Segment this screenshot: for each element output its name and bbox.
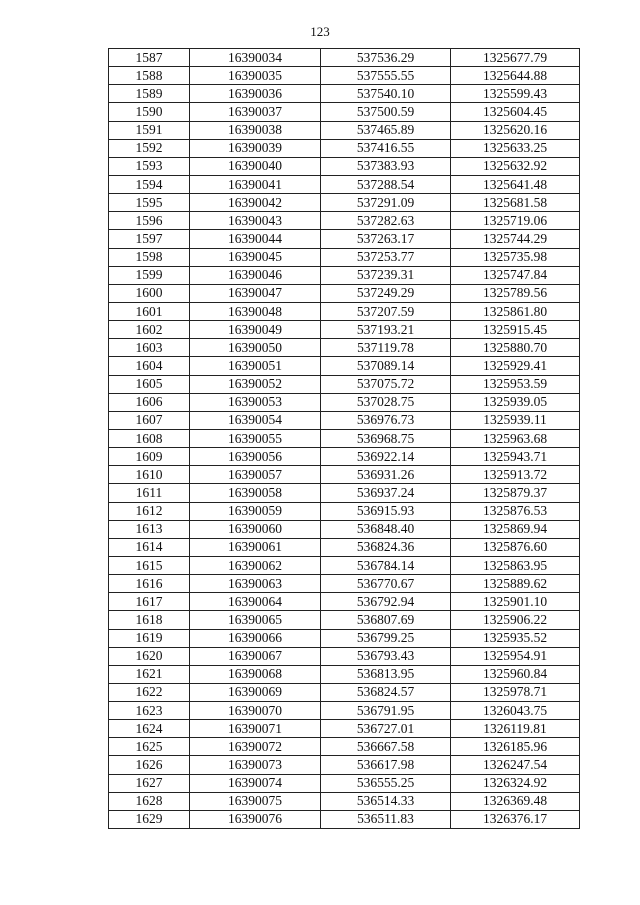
y-coordinate-cell: 1325641.48 xyxy=(451,175,580,193)
table-row xyxy=(109,266,580,284)
y-coordinate-cell: 1325735.98 xyxy=(451,248,580,266)
x-coordinate-cell: 536976.73 xyxy=(321,411,451,429)
y-coordinate-cell: 1325880.70 xyxy=(451,339,580,357)
table-row xyxy=(109,357,580,375)
point-id-cell: 16390036 xyxy=(190,85,321,103)
x-coordinate-cell: 537500.59 xyxy=(321,103,451,121)
x-coordinate-cell: 537249.29 xyxy=(321,284,451,302)
x-coordinate-cell: 536799.25 xyxy=(321,629,451,647)
point-id-cell: 16390049 xyxy=(190,321,321,339)
y-coordinate-cell: 1325876.53 xyxy=(451,502,580,520)
point-id-cell: 16390037 xyxy=(190,103,321,121)
point-id-cell: 16390071 xyxy=(190,720,321,738)
row-number-cell: 1623 xyxy=(109,702,190,720)
row-number-cell: 1609 xyxy=(109,448,190,466)
point-id-cell: 16390050 xyxy=(190,339,321,357)
x-coordinate-cell: 537207.59 xyxy=(321,302,451,320)
point-id-cell: 16390067 xyxy=(190,647,321,665)
table-row xyxy=(109,466,580,484)
table-row xyxy=(109,339,580,357)
y-coordinate-cell: 1325960.84 xyxy=(451,665,580,683)
x-coordinate-cell: 536937.24 xyxy=(321,484,451,502)
table-row xyxy=(109,375,580,393)
table-row xyxy=(109,230,580,248)
table-row xyxy=(109,121,580,139)
table-row xyxy=(109,774,580,792)
row-number-cell: 1611 xyxy=(109,484,190,502)
row-number-cell: 1612 xyxy=(109,502,190,520)
table-row xyxy=(109,393,580,411)
y-coordinate-cell: 1325935.52 xyxy=(451,629,580,647)
x-coordinate-cell: 537028.75 xyxy=(321,393,451,411)
y-coordinate-cell: 1326043.75 xyxy=(451,702,580,720)
table-row xyxy=(109,85,580,103)
row-number-cell: 1614 xyxy=(109,538,190,556)
y-coordinate-cell: 1326376.17 xyxy=(451,810,580,828)
y-coordinate-cell: 1326369.48 xyxy=(451,792,580,810)
y-coordinate-cell: 1325876.60 xyxy=(451,538,580,556)
table-row xyxy=(109,49,580,67)
row-number-cell: 1621 xyxy=(109,665,190,683)
row-number-cell: 1604 xyxy=(109,357,190,375)
table-row xyxy=(109,429,580,447)
point-id-cell: 16390054 xyxy=(190,411,321,429)
point-id-cell: 16390069 xyxy=(190,683,321,701)
point-id-cell: 16390035 xyxy=(190,67,321,85)
row-number-cell: 1595 xyxy=(109,194,190,212)
x-coordinate-cell: 536514.33 xyxy=(321,792,451,810)
x-coordinate-cell: 537089.14 xyxy=(321,357,451,375)
table-row xyxy=(109,484,580,502)
point-id-cell: 16390041 xyxy=(190,175,321,193)
x-coordinate-cell: 537465.89 xyxy=(321,121,451,139)
point-id-cell: 16390040 xyxy=(190,157,321,175)
table-row xyxy=(109,502,580,520)
x-coordinate-cell: 536824.36 xyxy=(321,538,451,556)
point-id-cell: 16390046 xyxy=(190,266,321,284)
point-id-cell: 16390047 xyxy=(190,284,321,302)
y-coordinate-cell: 1325954.91 xyxy=(451,647,580,665)
x-coordinate-cell: 536617.98 xyxy=(321,756,451,774)
table-row xyxy=(109,67,580,85)
y-coordinate-cell: 1325978.71 xyxy=(451,683,580,701)
row-number-cell: 1591 xyxy=(109,121,190,139)
y-coordinate-cell: 1326119.81 xyxy=(451,720,580,738)
table-row xyxy=(109,629,580,647)
point-id-cell: 16390048 xyxy=(190,302,321,320)
x-coordinate-cell: 536848.40 xyxy=(321,520,451,538)
y-coordinate-cell: 1325677.79 xyxy=(451,49,580,67)
table-row xyxy=(109,321,580,339)
y-coordinate-cell: 1325681.58 xyxy=(451,194,580,212)
x-coordinate-cell: 536792.94 xyxy=(321,593,451,611)
x-coordinate-cell: 537540.10 xyxy=(321,85,451,103)
x-coordinate-cell: 536824.57 xyxy=(321,683,451,701)
y-coordinate-cell: 1325869.94 xyxy=(451,520,580,538)
y-coordinate-cell: 1325939.05 xyxy=(451,393,580,411)
y-coordinate-cell: 1325744.29 xyxy=(451,230,580,248)
row-number-cell: 1599 xyxy=(109,266,190,284)
y-coordinate-cell: 1325599.43 xyxy=(451,85,580,103)
x-coordinate-cell: 537536.29 xyxy=(321,49,451,67)
table-row xyxy=(109,556,580,574)
table-row xyxy=(109,738,580,756)
table-row xyxy=(109,702,580,720)
row-number-cell: 1590 xyxy=(109,103,190,121)
y-coordinate-cell: 1325863.95 xyxy=(451,556,580,574)
point-id-cell: 16390057 xyxy=(190,466,321,484)
point-id-cell: 16390063 xyxy=(190,575,321,593)
table-body xyxy=(109,49,580,829)
y-coordinate-cell: 1325633.25 xyxy=(451,139,580,157)
row-number-cell: 1601 xyxy=(109,302,190,320)
point-id-cell: 16390068 xyxy=(190,665,321,683)
y-coordinate-cell: 1325906.22 xyxy=(451,611,580,629)
row-number-cell: 1626 xyxy=(109,756,190,774)
row-number-cell: 1597 xyxy=(109,230,190,248)
x-coordinate-cell: 537119.78 xyxy=(321,339,451,357)
x-coordinate-cell: 536793.43 xyxy=(321,647,451,665)
row-number-cell: 1592 xyxy=(109,139,190,157)
table-row xyxy=(109,683,580,701)
y-coordinate-cell: 1326185.96 xyxy=(451,738,580,756)
point-id-cell: 16390038 xyxy=(190,121,321,139)
coordinate-table xyxy=(108,48,580,829)
y-coordinate-cell: 1325644.88 xyxy=(451,67,580,85)
point-id-cell: 16390042 xyxy=(190,194,321,212)
point-id-cell: 16390039 xyxy=(190,139,321,157)
point-id-cell: 16390076 xyxy=(190,810,321,828)
row-number-cell: 1594 xyxy=(109,175,190,193)
table-row xyxy=(109,302,580,320)
table-row xyxy=(109,792,580,810)
x-coordinate-cell: 536931.26 xyxy=(321,466,451,484)
row-number-cell: 1607 xyxy=(109,411,190,429)
x-coordinate-cell: 537253.77 xyxy=(321,248,451,266)
page-number: 123 xyxy=(310,24,330,39)
x-coordinate-cell: 537239.31 xyxy=(321,266,451,284)
row-number-cell: 1587 xyxy=(109,49,190,67)
table-row xyxy=(109,611,580,629)
x-coordinate-cell: 537555.55 xyxy=(321,67,451,85)
row-number-cell: 1625 xyxy=(109,738,190,756)
table-row xyxy=(109,647,580,665)
y-coordinate-cell: 1325632.92 xyxy=(451,157,580,175)
x-coordinate-cell: 536727.01 xyxy=(321,720,451,738)
point-id-cell: 16390070 xyxy=(190,702,321,720)
row-number-cell: 1602 xyxy=(109,321,190,339)
y-coordinate-cell: 1325929.41 xyxy=(451,357,580,375)
table-row xyxy=(109,157,580,175)
point-id-cell: 16390034 xyxy=(190,49,321,67)
point-id-cell: 16390075 xyxy=(190,792,321,810)
y-coordinate-cell: 1325889.62 xyxy=(451,575,580,593)
row-number-cell: 1620 xyxy=(109,647,190,665)
x-coordinate-cell: 536807.69 xyxy=(321,611,451,629)
table-row xyxy=(109,720,580,738)
y-coordinate-cell: 1325953.59 xyxy=(451,375,580,393)
row-number-cell: 1608 xyxy=(109,429,190,447)
table-row xyxy=(109,575,580,593)
y-coordinate-cell: 1325943.71 xyxy=(451,448,580,466)
table-row xyxy=(109,520,580,538)
x-coordinate-cell: 536791.95 xyxy=(321,702,451,720)
row-number-cell: 1617 xyxy=(109,593,190,611)
row-number-cell: 1600 xyxy=(109,284,190,302)
row-number-cell: 1628 xyxy=(109,792,190,810)
row-number-cell: 1596 xyxy=(109,212,190,230)
point-id-cell: 16390074 xyxy=(190,774,321,792)
row-number-cell: 1629 xyxy=(109,810,190,828)
x-coordinate-cell: 536511.83 xyxy=(321,810,451,828)
table-row xyxy=(109,194,580,212)
x-coordinate-cell: 536555.25 xyxy=(321,774,451,792)
point-id-cell: 16390062 xyxy=(190,556,321,574)
row-number-cell: 1598 xyxy=(109,248,190,266)
y-coordinate-cell: 1325719.06 xyxy=(451,212,580,230)
x-coordinate-cell: 536922.14 xyxy=(321,448,451,466)
point-id-cell: 16390061 xyxy=(190,538,321,556)
x-coordinate-cell: 537291.09 xyxy=(321,194,451,212)
x-coordinate-cell: 536784.14 xyxy=(321,556,451,574)
table-row xyxy=(109,665,580,683)
row-number-cell: 1610 xyxy=(109,466,190,484)
row-number-cell: 1616 xyxy=(109,575,190,593)
x-coordinate-cell: 537282.63 xyxy=(321,212,451,230)
y-coordinate-cell: 1325861.80 xyxy=(451,302,580,320)
point-id-cell: 16390066 xyxy=(190,629,321,647)
row-number-cell: 1605 xyxy=(109,375,190,393)
point-id-cell: 16390060 xyxy=(190,520,321,538)
y-coordinate-cell: 1325915.45 xyxy=(451,321,580,339)
y-coordinate-cell: 1325913.72 xyxy=(451,466,580,484)
point-id-cell: 16390073 xyxy=(190,756,321,774)
table-row xyxy=(109,593,580,611)
x-coordinate-cell: 536770.67 xyxy=(321,575,451,593)
x-coordinate-cell: 537288.54 xyxy=(321,175,451,193)
point-id-cell: 16390058 xyxy=(190,484,321,502)
x-coordinate-cell: 536813.95 xyxy=(321,665,451,683)
row-number-cell: 1624 xyxy=(109,720,190,738)
x-coordinate-cell: 537193.21 xyxy=(321,321,451,339)
point-id-cell: 16390059 xyxy=(190,502,321,520)
row-number-cell: 1622 xyxy=(109,683,190,701)
row-number-cell: 1593 xyxy=(109,157,190,175)
table-row xyxy=(109,248,580,266)
x-coordinate-cell: 537416.55 xyxy=(321,139,451,157)
y-coordinate-cell: 1326324.92 xyxy=(451,774,580,792)
point-id-cell: 16390056 xyxy=(190,448,321,466)
row-number-cell: 1613 xyxy=(109,520,190,538)
y-coordinate-cell: 1325939.11 xyxy=(451,411,580,429)
table-row xyxy=(109,411,580,429)
row-number-cell: 1615 xyxy=(109,556,190,574)
row-number-cell: 1603 xyxy=(109,339,190,357)
point-id-cell: 16390044 xyxy=(190,230,321,248)
point-id-cell: 16390055 xyxy=(190,429,321,447)
table-row xyxy=(109,538,580,556)
point-id-cell: 16390051 xyxy=(190,357,321,375)
point-id-cell: 16390052 xyxy=(190,375,321,393)
y-coordinate-cell: 1325620.16 xyxy=(451,121,580,139)
y-coordinate-cell: 1325789.56 xyxy=(451,284,580,302)
x-coordinate-cell: 536968.75 xyxy=(321,429,451,447)
point-id-cell: 16390053 xyxy=(190,393,321,411)
y-coordinate-cell: 1325604.45 xyxy=(451,103,580,121)
table-row xyxy=(109,448,580,466)
row-number-cell: 1627 xyxy=(109,774,190,792)
table-row xyxy=(109,756,580,774)
table-row xyxy=(109,139,580,157)
table-row xyxy=(109,103,580,121)
row-number-cell: 1618 xyxy=(109,611,190,629)
row-number-cell: 1619 xyxy=(109,629,190,647)
x-coordinate-cell: 536667.58 xyxy=(321,738,451,756)
row-number-cell: 1588 xyxy=(109,67,190,85)
table-row xyxy=(109,810,580,828)
point-id-cell: 16390045 xyxy=(190,248,321,266)
table-row xyxy=(109,212,580,230)
table-row xyxy=(109,284,580,302)
y-coordinate-cell: 1325963.68 xyxy=(451,429,580,447)
row-number-cell: 1589 xyxy=(109,85,190,103)
x-coordinate-cell: 537263.17 xyxy=(321,230,451,248)
y-coordinate-cell: 1325879.37 xyxy=(451,484,580,502)
x-coordinate-cell: 537075.72 xyxy=(321,375,451,393)
x-coordinate-cell: 536915.93 xyxy=(321,502,451,520)
point-id-cell: 16390072 xyxy=(190,738,321,756)
point-id-cell: 16390064 xyxy=(190,593,321,611)
y-coordinate-cell: 1325747.84 xyxy=(451,266,580,284)
point-id-cell: 16390043 xyxy=(190,212,321,230)
point-id-cell: 16390065 xyxy=(190,611,321,629)
table-row xyxy=(109,175,580,193)
y-coordinate-cell: 1325901.10 xyxy=(451,593,580,611)
y-coordinate-cell: 1326247.54 xyxy=(451,756,580,774)
row-number-cell: 1606 xyxy=(109,393,190,411)
x-coordinate-cell: 537383.93 xyxy=(321,157,451,175)
